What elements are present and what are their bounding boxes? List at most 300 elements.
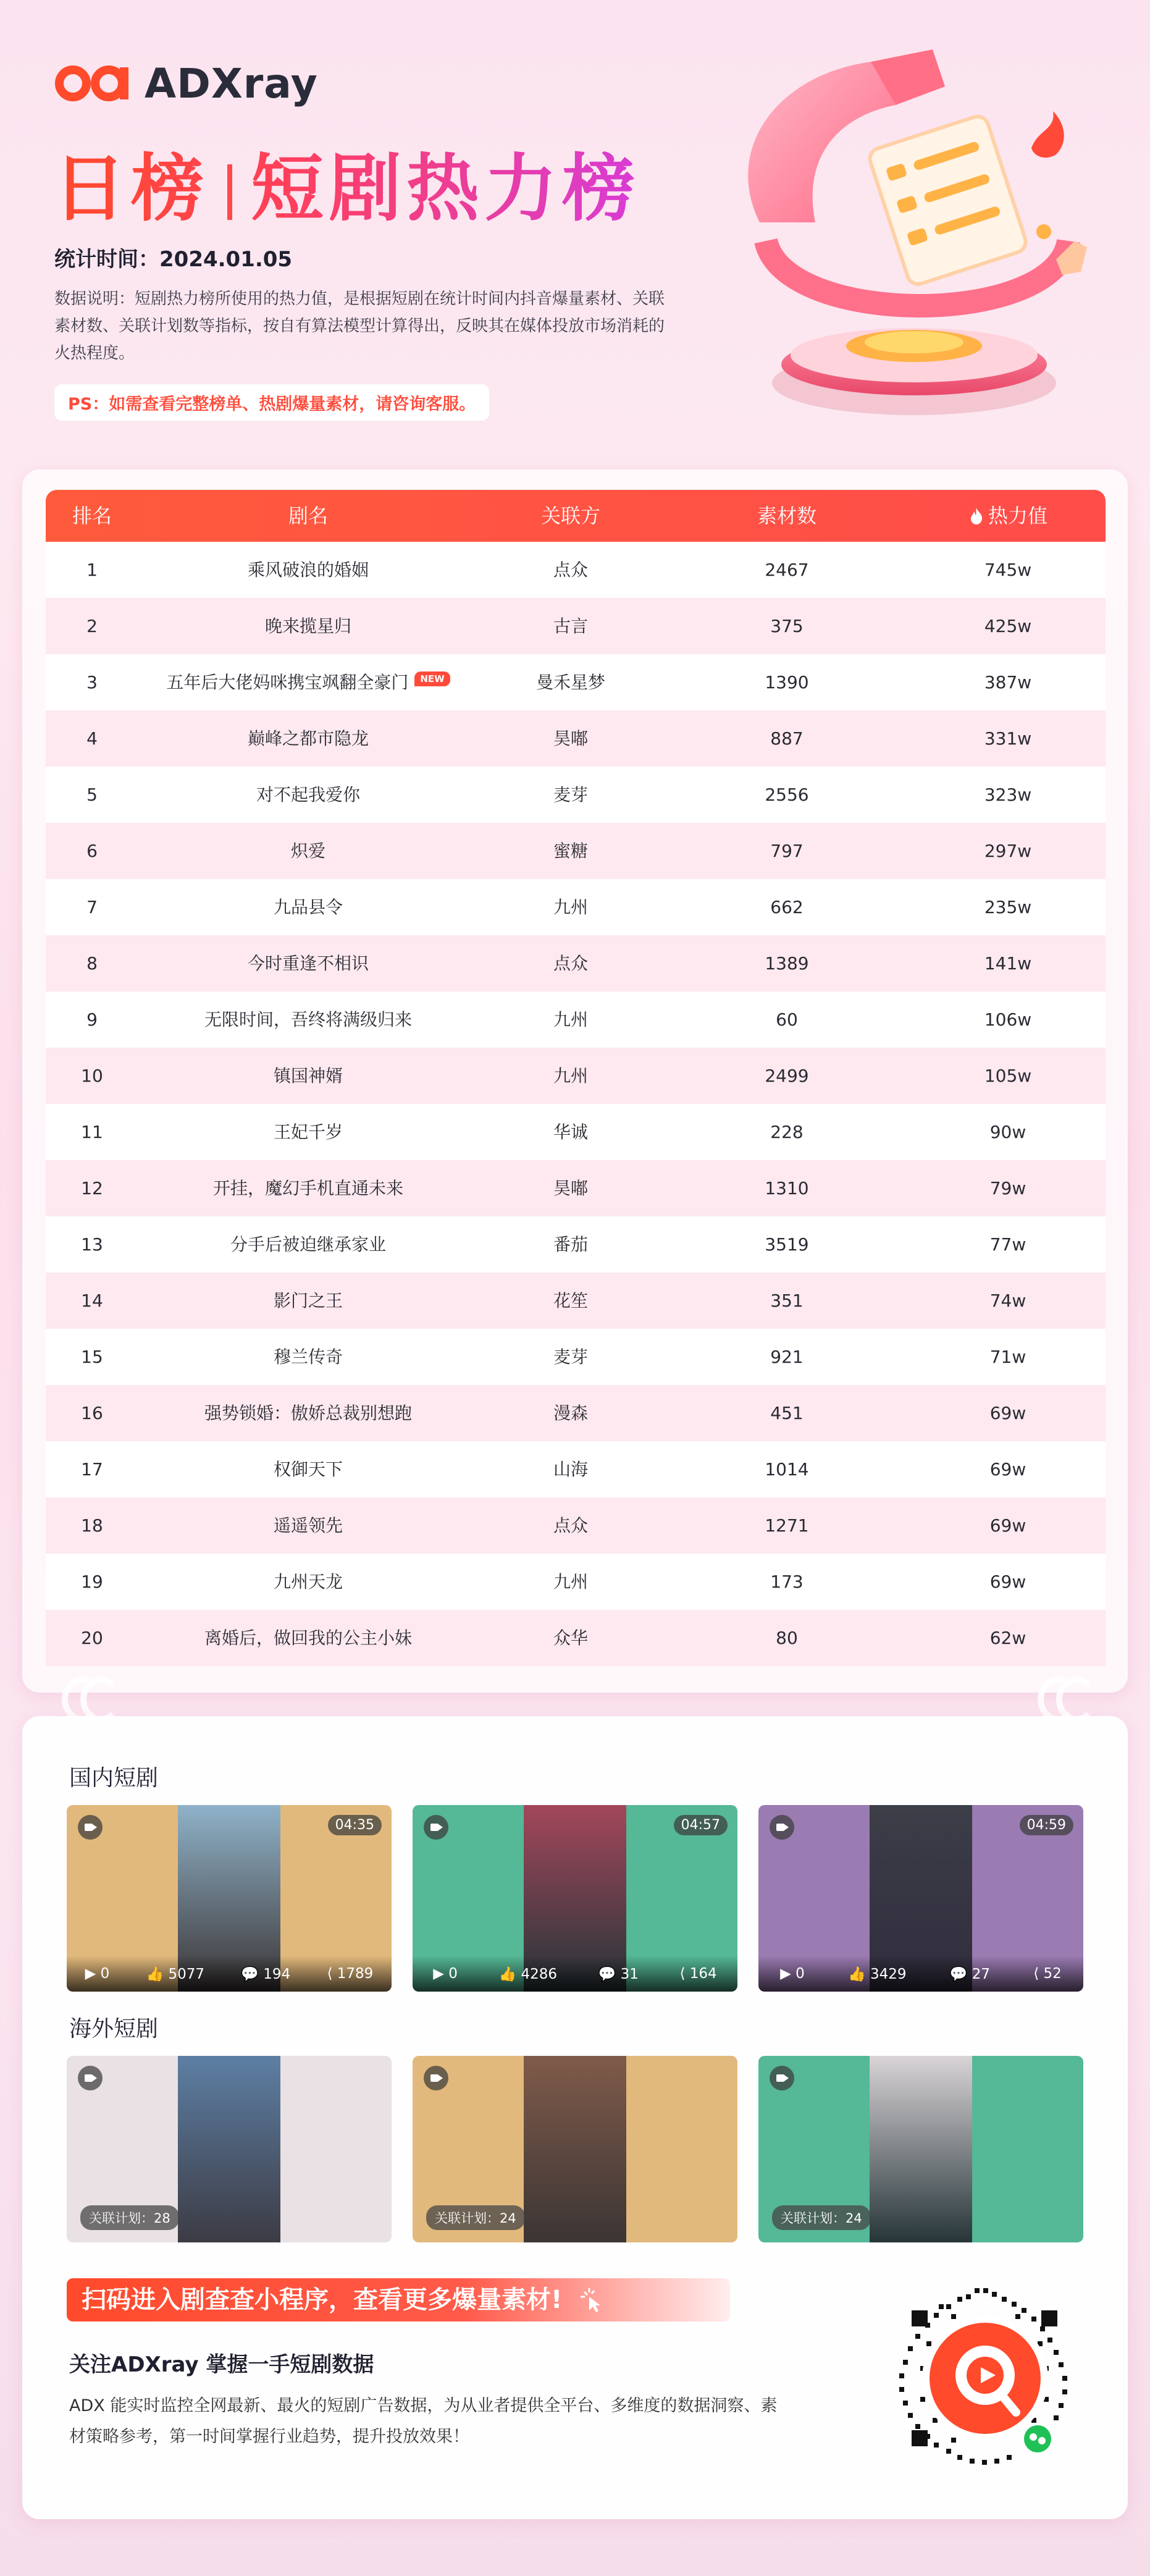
row-party-text: 山海 (553, 1459, 588, 1480)
row-name-text: 无限时间，吾终将满级归来 (204, 1009, 412, 1030)
adx-logo-icon (54, 59, 136, 108)
row-heat (910, 1497, 1106, 1554)
row-heat (910, 598, 1106, 654)
video-poster (870, 2056, 972, 2242)
table-row (46, 1441, 1106, 1497)
video-poster (178, 2056, 280, 2242)
row-count-text: 2467 (765, 560, 809, 580)
row-rank (46, 823, 138, 879)
row-party (478, 1385, 663, 1441)
row-rank-text: 9 (86, 1009, 98, 1030)
share-count-icon: ⟨ (327, 1966, 337, 1982)
row-name-text: 五年后大佬妈咪携宝飒翻全豪门 (166, 672, 409, 692)
row-heat (910, 823, 1106, 879)
row-party (478, 1497, 663, 1554)
row-count (663, 935, 910, 991)
row-name-text: 强势锁婚：傲娇总裁别想跑 (204, 1403, 412, 1423)
row-name-text: 穆兰传奇 (273, 1347, 343, 1367)
row-party (478, 654, 663, 710)
domestic-video-card[interactable] (413, 1805, 737, 1992)
play-count (433, 1966, 458, 1982)
share-count (1033, 1966, 1062, 1982)
connector-right2-icon (1056, 1677, 1097, 1722)
row-party (478, 1104, 663, 1160)
comment-count-icon: 💬 (241, 1966, 264, 1982)
row-heat (910, 935, 1106, 991)
video-stats (67, 1956, 392, 1992)
cta-banner[interactable] (67, 2278, 730, 2321)
row-party-text: 九州 (553, 897, 588, 917)
table-header (46, 490, 1106, 542)
video-stats (413, 1956, 737, 1992)
row-heat (910, 542, 1106, 598)
row-party-text: 点众 (553, 560, 588, 580)
row-rank (46, 1441, 138, 1497)
row-count (663, 1441, 910, 1497)
row-heat-text: 79w (989, 1178, 1026, 1198)
like-count (146, 1966, 205, 1982)
row-rank (46, 1104, 138, 1160)
row-name (138, 879, 478, 935)
row-party (478, 1610, 663, 1666)
row-party (478, 1160, 663, 1216)
table-row (46, 1160, 1106, 1216)
row-rank-text: 19 (81, 1572, 103, 1592)
row-heat-text: 745w (984, 560, 1032, 580)
connector-left2-icon (80, 1677, 121, 1722)
row-count-text: 1014 (765, 1459, 809, 1480)
row-count-text: 1271 (765, 1515, 809, 1536)
flame-icon (968, 507, 984, 525)
row-count (663, 1216, 910, 1273)
row-heat (910, 1441, 1106, 1497)
row-name (138, 1104, 478, 1160)
domestic-title: 国内短剧 (69, 1766, 159, 1791)
comment-count-value: 27 (972, 1966, 990, 1982)
play-count (780, 1966, 805, 1982)
comment-count-icon: 💬 (598, 1966, 621, 1982)
row-rank-text: 20 (81, 1628, 103, 1648)
row-heat-text: 69w (989, 1459, 1026, 1480)
click-cursor-icon (577, 2284, 605, 2313)
row-count-text: 1389 (765, 953, 809, 974)
col-count: 素材数 (757, 504, 816, 528)
row-rank (46, 767, 138, 823)
row-party-text: 昊嘟 (553, 728, 588, 749)
row-heat-text: 90w (989, 1122, 1026, 1142)
row-count-text: 375 (770, 616, 804, 636)
row-count (663, 991, 910, 1048)
row-heat-text: 69w (989, 1515, 1026, 1536)
row-name (138, 542, 478, 598)
row-name-text: 炽爱 (290, 841, 325, 861)
table-row (46, 542, 1106, 598)
row-heat-text: 74w (989, 1290, 1026, 1311)
row-name-text: 遥遥领先 (273, 1515, 343, 1536)
row-count (663, 1385, 910, 1441)
row-name (138, 1160, 478, 1216)
row-name (138, 935, 478, 991)
like-count-icon: 👍 (848, 1966, 870, 1982)
share-count-value: 1789 (337, 1966, 374, 1982)
row-count (663, 1104, 910, 1160)
row-rank-text: 1 (86, 560, 98, 580)
row-rank-text: 8 (86, 953, 98, 974)
table-row (46, 1273, 1106, 1329)
like-count-value: 3429 (870, 1966, 907, 1982)
row-name-text: 巅峰之都市隐龙 (247, 728, 369, 749)
row-heat-text: 62w (989, 1628, 1026, 1648)
row-count (663, 542, 910, 598)
logo-text: ADXray (145, 59, 318, 107)
ps-note: PS：如需查看完整榜单、热剧爆量素材，请咨询客服。 (54, 384, 489, 421)
like-count-icon: 👍 (498, 1966, 521, 1982)
row-party-text: 漫森 (553, 1403, 588, 1423)
domestic-video-card[interactable] (67, 1805, 392, 1992)
row-heat (910, 1160, 1106, 1216)
table-row (46, 710, 1106, 767)
row-count-text: 451 (770, 1403, 804, 1423)
row-heat-text: 323w (984, 785, 1032, 805)
table-row (46, 1048, 1106, 1104)
row-party-text: 花笙 (553, 1290, 588, 1311)
qr-code-icon[interactable] (889, 2286, 1081, 2471)
share-count-value: 52 (1043, 1966, 1062, 1982)
page-title (53, 130, 640, 235)
row-count-text: 1390 (765, 672, 809, 692)
row-party (478, 767, 663, 823)
row-name-text: 镇国神婿 (273, 1066, 343, 1086)
row-rank (46, 710, 138, 767)
row-name (138, 1385, 478, 1441)
table-row (46, 1554, 1106, 1610)
row-rank (46, 1160, 138, 1216)
row-rank (46, 991, 138, 1048)
row-heat-text: 105w (984, 1066, 1032, 1086)
row-party-text: 番茄 (553, 1234, 588, 1255)
row-count-text: 797 (770, 841, 804, 861)
row-count (663, 767, 910, 823)
row-heat (910, 767, 1106, 823)
row-rank (46, 879, 138, 935)
row-heat (910, 1554, 1106, 1610)
play-count-value: 0 (448, 1966, 458, 1982)
comment-count (950, 1966, 990, 1982)
share-count-icon: ⟨ (1033, 1966, 1044, 1982)
row-name-text: 晚来揽星归 (264, 616, 351, 636)
row-rank-text: 15 (81, 1347, 103, 1367)
row-count-text: 60 (776, 1009, 798, 1030)
row-name (138, 1273, 478, 1329)
row-name (138, 1441, 478, 1497)
table-row (46, 1104, 1106, 1160)
play-count-icon: ▶ (433, 1966, 449, 1982)
row-party (478, 879, 663, 935)
comment-count-value: 194 (263, 1966, 291, 1982)
video-poster (524, 2056, 626, 2242)
row-count (663, 710, 910, 767)
row-heat (910, 654, 1106, 710)
row-party-text: 古言 (553, 616, 588, 636)
row-rank (46, 1497, 138, 1554)
row-heat-text: 69w (989, 1572, 1026, 1592)
row-rank-text: 7 (86, 897, 98, 917)
col-party: 关联方 (540, 504, 600, 528)
row-name (138, 1329, 478, 1385)
row-rank-text: 18 (81, 1515, 103, 1536)
row-heat (910, 991, 1106, 1048)
play-count-value: 0 (795, 1966, 805, 1982)
row-name (138, 710, 478, 767)
table-row (46, 1385, 1106, 1441)
row-rank (46, 935, 138, 991)
share-count (679, 1966, 716, 1982)
row-count-text: 351 (770, 1290, 804, 1311)
row-party-text: 点众 (553, 1515, 588, 1536)
row-name (138, 823, 478, 879)
row-party-text: 九州 (553, 1572, 588, 1592)
row-name (138, 1554, 478, 1610)
row-heat-text: 69w (989, 1403, 1026, 1423)
row-name (138, 598, 478, 654)
row-heat-text: 331w (984, 728, 1032, 749)
about-text: ADX 能实时监控全网最新、最火的短剧广告数据，为从业者提供全平台、多维度的数据洞察、素材策略参考，第一时间掌握行业趋势，提升投放效果！ (69, 2396, 778, 2446)
row-rank-text: 2 (86, 616, 98, 636)
col-heat-label: 热力值 (988, 504, 1047, 528)
new-badge: NEW (414, 671, 450, 686)
row-count-text: 80 (776, 1628, 798, 1648)
video-camera-icon (78, 2066, 103, 2090)
row-name-text: 权御天下 (273, 1459, 343, 1480)
row-name (138, 1610, 478, 1666)
row-heat-text: 297w (984, 841, 1032, 861)
row-count (663, 1554, 910, 1610)
row-heat (910, 1273, 1106, 1329)
row-party-text: 九州 (553, 1066, 588, 1086)
row-heat (910, 710, 1106, 767)
row-rank-text: 13 (81, 1234, 103, 1255)
row-name-text: 离婚后，做回我的公主小妹 (204, 1628, 412, 1648)
row-count-text: 2499 (765, 1066, 809, 1086)
row-party-text: 蜜糖 (553, 841, 588, 861)
row-name-text: 九州天龙 (273, 1572, 343, 1592)
row-name-text: 乘风破浪的婚姻 (247, 560, 369, 580)
row-count (663, 654, 910, 710)
row-party (478, 598, 663, 654)
row-heat-text: 425w (984, 616, 1032, 636)
like-count-icon: 👍 (146, 1966, 169, 1982)
row-heat-text: 77w (989, 1234, 1026, 1255)
row-rank-text: 16 (81, 1403, 103, 1423)
play-count (85, 1966, 110, 1982)
linked-plan-badge: 关联计划：24 (426, 2205, 525, 2230)
row-rank-text: 12 (81, 1178, 103, 1198)
row-rank-text: 5 (86, 785, 98, 805)
brand-logo (54, 59, 318, 108)
row-heat (910, 1329, 1106, 1385)
col-rank: 排名 (72, 504, 112, 528)
row-count (663, 1273, 910, 1329)
row-heat-text: 387w (984, 672, 1032, 692)
linked-plan-badge: 关联计划：24 (772, 2205, 871, 2230)
col-name: 剧名 (288, 504, 328, 528)
row-party (478, 1273, 663, 1329)
row-count-text: 228 (770, 1122, 804, 1142)
overseas-video-card[interactable] (413, 2056, 737, 2242)
hero-illustration (710, 37, 1106, 432)
row-count (663, 598, 910, 654)
title-left: 日榜 (53, 146, 209, 231)
row-rank (46, 1385, 138, 1441)
like-count-value: 5077 (168, 1966, 205, 1982)
row-rank-text: 10 (81, 1066, 103, 1086)
row-name-text: 王妃千岁 (273, 1122, 343, 1142)
table-row (46, 823, 1106, 879)
table-row (46, 991, 1106, 1048)
comment-count (598, 1966, 639, 1982)
row-rank (46, 1329, 138, 1385)
row-heat-text: 106w (984, 1009, 1032, 1030)
table-row (46, 1216, 1106, 1273)
domestic-video-card[interactable] (758, 1805, 1083, 1992)
overseas-title: 海外短剧 (69, 2016, 159, 2042)
row-count (663, 1610, 910, 1666)
row-rank-text: 6 (86, 841, 98, 861)
row-rank-text: 4 (86, 728, 98, 749)
row-heat (910, 1610, 1106, 1666)
row-party (478, 1329, 663, 1385)
row-party (478, 1554, 663, 1610)
row-rank-text: 14 (81, 1290, 103, 1311)
row-rank (46, 598, 138, 654)
row-name (138, 1216, 478, 1273)
row-rank (46, 1610, 138, 1666)
row-party (478, 542, 663, 598)
row-count (663, 1160, 910, 1216)
overseas-video-card[interactable] (67, 2056, 392, 2242)
row-party (478, 1216, 663, 1273)
row-heat-text: 141w (984, 953, 1032, 974)
share-count-value: 164 (689, 1966, 717, 1982)
row-party-text: 昊嘟 (553, 1178, 588, 1198)
video-camera-icon (770, 1815, 794, 1840)
row-name-text: 九品县令 (273, 897, 343, 917)
row-heat (910, 1216, 1106, 1273)
row-party (478, 710, 663, 767)
row-party (478, 823, 663, 879)
video-camera-icon (770, 2066, 794, 2090)
table-row (46, 654, 1106, 710)
like-count (848, 1966, 907, 1982)
row-rank (46, 1216, 138, 1273)
row-name-text: 分手后被迫继承家业 (230, 1234, 386, 1255)
comment-count (241, 1966, 290, 1982)
row-party-text: 麦芽 (553, 785, 588, 805)
follow-heading: 关注ADXray 掌握一手短剧数据 (69, 2352, 374, 2377)
play-count-icon: ▶ (85, 1966, 101, 1982)
cta-text: 扫码进入剧查查小程序，查看更多爆量素材! (82, 2286, 563, 2314)
row-count-text: 1310 (765, 1178, 809, 1198)
row-count (663, 1497, 910, 1554)
row-heat (910, 1104, 1106, 1160)
like-count (499, 1966, 558, 1982)
table-row (46, 1610, 1106, 1666)
row-name-text: 对不起我爱你 (256, 785, 360, 805)
table-row (46, 598, 1106, 654)
video-camera-icon (78, 1815, 103, 1840)
row-count-text: 173 (770, 1572, 804, 1592)
overseas-video-card[interactable] (758, 2056, 1083, 2242)
row-rank-text: 11 (81, 1122, 103, 1142)
video-stats (758, 1956, 1083, 1992)
row-party (478, 1048, 663, 1104)
share-count-icon: ⟨ (679, 1966, 690, 1982)
share-count (327, 1966, 373, 1982)
row-count (663, 823, 910, 879)
row-name (138, 1048, 478, 1104)
table-row (46, 1329, 1106, 1385)
row-party-text: 众华 (553, 1628, 588, 1648)
table-row (46, 1497, 1106, 1554)
row-rank (46, 1273, 138, 1329)
row-count-text: 3519 (765, 1234, 809, 1255)
stat-time: 统计时间：2024.01.05 (54, 247, 293, 272)
row-count-text: 921 (770, 1347, 804, 1367)
row-count (663, 1048, 910, 1104)
comment-count-icon: 💬 (949, 1966, 972, 1982)
row-party-text: 点众 (553, 953, 588, 974)
row-name (138, 654, 478, 710)
video-duration: 04:57 (674, 1815, 728, 1835)
row-heat (910, 1048, 1106, 1104)
like-count-value: 4286 (521, 1966, 558, 1982)
row-count-text: 2556 (765, 785, 809, 805)
title-right: 短剧热力榜 (251, 146, 640, 231)
row-count (663, 879, 910, 935)
row-rank (46, 542, 138, 598)
row-heat (910, 879, 1106, 935)
row-party-text: 曼禾星梦 (535, 672, 605, 692)
row-party-text: 九州 (553, 1009, 588, 1030)
linked-plan-badge: 关联计划：28 (80, 2205, 179, 2230)
row-party (478, 991, 663, 1048)
row-name (138, 1497, 478, 1554)
row-rank (46, 1554, 138, 1610)
row-party-text: 麦芽 (553, 1347, 588, 1367)
video-camera-icon (424, 2066, 448, 2090)
row-party (478, 935, 663, 991)
row-rank (46, 1048, 138, 1104)
row-count (663, 1329, 910, 1385)
row-rank (46, 654, 138, 710)
table-row (46, 935, 1106, 991)
row-heat (910, 1385, 1106, 1441)
video-duration: 04:59 (1020, 1815, 1073, 1835)
play-count-icon: ▶ (780, 1966, 796, 1982)
row-name-text: 影门之王 (273, 1290, 343, 1311)
row-party-text: 华诚 (553, 1122, 588, 1142)
row-name-text: 开挂，魔幻手机直通未来 (212, 1178, 403, 1198)
row-party (478, 1441, 663, 1497)
col-heat (910, 490, 1106, 542)
row-rank-text: 3 (86, 672, 98, 692)
row-heat-text: 235w (984, 897, 1032, 917)
video-duration: 04:35 (328, 1815, 382, 1835)
title-divider (227, 164, 232, 220)
row-name (138, 767, 478, 823)
row-count-text: 662 (770, 897, 804, 917)
row-name-text: 今时重逢不相识 (247, 953, 369, 974)
